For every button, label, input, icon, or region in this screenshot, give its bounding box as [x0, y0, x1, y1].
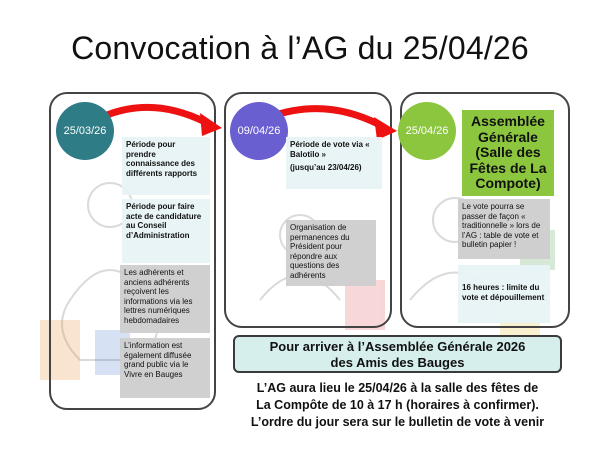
footer-line-3: L’ordre du jour sera sur le bulletin de vote à venir [250, 415, 545, 429]
banner-line-2: des Amis des Bauges [330, 355, 465, 370]
reports-period-box: Période pour prendre connaissance des différents rapports [122, 137, 210, 195]
page-title: Convocation à l’AG du 25/04/26 [71, 30, 529, 66]
traditional-vote-box: Le vote pourra se passer de façon « traditionnelle » lors de l’AG : table de vote et bulletin papier ! [458, 199, 550, 259]
arrow-1 [100, 107, 205, 122]
footer-text [205, 380, 590, 438]
date-label-1: 25/03/26 [63, 125, 107, 137]
general-assembly-title: Assemblée Générale (Salle des Fêtes de La Compote) [462, 110, 554, 196]
vote-deadline-text: (jusqu’au 23/04/26) [290, 163, 362, 173]
newsletter-info-box: Les adhérents et anciens adhérents reçoivent les informations via les lettres numériques hebdomadaires [120, 265, 210, 333]
date-circle-1 [56, 102, 114, 160]
date-circle-2 [230, 102, 288, 160]
candidacy-period-box: Période pour faire acte de candidature au Conseil d’Administration [122, 199, 210, 263]
banner-line-1: Pour arriver à l’Assemblée Générale 2026 [269, 339, 526, 354]
vote-period-text: Période de vote via « Balotilo » [290, 140, 370, 159]
date-label-2: 09/04/26 [237, 125, 281, 137]
arrow-1-head [200, 113, 222, 136]
footer-line-1: L’AG aura lieu le 25/04/26 à la salle des fêtes de [256, 381, 539, 395]
permanences-box: Organisation de permanences du Président pour répondre aux questions des adhérents [286, 220, 376, 286]
vote-deadline-box: 16 heures : limite du vote et dépouillement [458, 265, 550, 323]
date-circle-3 [398, 102, 456, 160]
date-label-3: 25/04/26 [405, 125, 449, 137]
public-info-box: L’information est également diffusée grand public via le Vivre en Bauges [120, 338, 210, 398]
footer-line-2: La Compôte de 10 à 17 h (horaires à confirmer). [256, 398, 539, 412]
vote-period-box [286, 137, 382, 189]
ag-banner [233, 335, 562, 373]
